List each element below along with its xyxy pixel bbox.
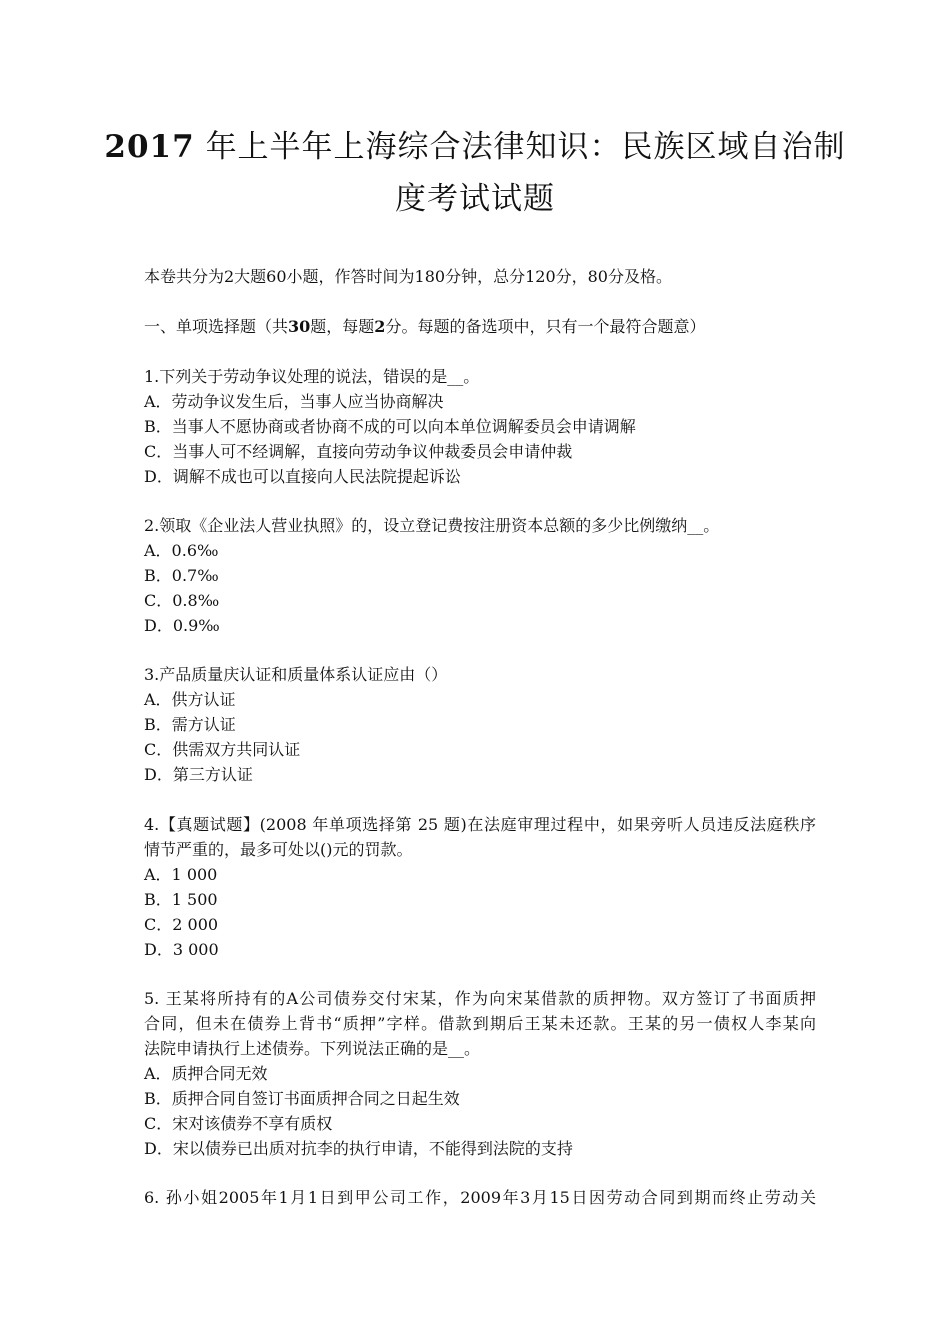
section-heading: 一、单项选择题（共30题，每题2分。每题的备选项中，只有一个最符合题意） <box>144 317 706 336</box>
document-title-line-1 <box>0 129 950 165</box>
option-b: B．需方认证 <box>144 715 236 734</box>
option-a: A．0.6‰ <box>144 541 219 560</box>
option-c: C．当事人可不经调解，直接向劳动争议仲裁委员会申请仲裁 <box>144 442 573 461</box>
option-c: C．2 000 <box>144 915 219 934</box>
option-b: B．当事人不愿协商或者协商不成的可以向本单位调解委员会申请调解 <box>144 417 636 436</box>
question-6 <box>144 1185 816 1210</box>
option-c: C．宋对该债券不享有质权 <box>144 1114 333 1133</box>
option-b: B．1 500 <box>144 890 218 909</box>
question-1 <box>144 364 816 489</box>
question-stem: 3.产品质量庆认证和质量体系认证应由（） <box>144 665 448 684</box>
option-d: D．调解不成也可以直接向人民法院提起诉讼 <box>144 467 461 486</box>
question-stem: 4.【真题试题】(2008 年单项选择第 25 题)在法庭审理过程中，如果旁听人员违反法庭秩序 <box>144 815 816 834</box>
title-text: 年上半年上海综合法律知识：民族区域自治制 <box>205 129 846 165</box>
option-b: B．质押合同自签订书面质押合同之日起生效 <box>144 1089 460 1108</box>
option-a: A．劳动争议发生后，当事人应当协商解决 <box>144 392 444 411</box>
question-5 <box>144 986 816 1161</box>
question-stem: 2.领取《企业法人营业执照》的，设立登记费按注册资本总额的多少比例缴纳__。 <box>144 516 720 535</box>
title-year: 2017 <box>104 129 195 165</box>
question-stem-continued: 法院申请执行上述债券。下列说法正确的是__。 <box>144 1039 481 1058</box>
option-a: A．供方认证 <box>144 690 236 709</box>
question-stem: 5. 王某将所持有的A公司债券交付宋某，作为向宋某借款的质押物。双方签订了书面质押 <box>144 989 816 1008</box>
document-title-line-2: 度考试试题 <box>395 181 555 217</box>
option-d: D．宋以债券已出质对抗李的执行申请，不能得到法院的支持 <box>144 1139 573 1158</box>
option-b: B．0.7‰ <box>144 566 219 585</box>
question-stem-continued: 合同，但未在债券上背书“质押”字样。借款到期后王某未还款。王某的另一债权人李某向 <box>144 1014 816 1033</box>
option-d: D．0.9‰ <box>144 616 220 635</box>
question-stem: 6. 孙小姐2005年1月1日到甲公司工作，2009年3月15日因劳动合同到期而终止劳动关 <box>144 1188 816 1207</box>
option-d: D．第三方认证 <box>144 765 253 784</box>
question-stem: 1.下列关于劳动争议处理的说法，错误的是__。 <box>144 367 480 386</box>
option-d: D．3 000 <box>144 940 219 959</box>
question-4 <box>144 812 816 962</box>
option-a: A．1 000 <box>144 865 218 884</box>
question-stem-continued: 情节严重的，最多可处以()元的罚款。 <box>144 840 413 859</box>
question-3 <box>144 662 816 787</box>
option-c: C．供需双方共同认证 <box>144 740 301 759</box>
option-a: A．质押合同无效 <box>144 1064 268 1083</box>
question-2 <box>144 513 816 638</box>
exam-intro: 本卷共分为2大题60小题，作答时间为180分钟，总分120分，80分及格。 <box>144 267 672 286</box>
option-c: C．0.8‰ <box>144 591 220 610</box>
